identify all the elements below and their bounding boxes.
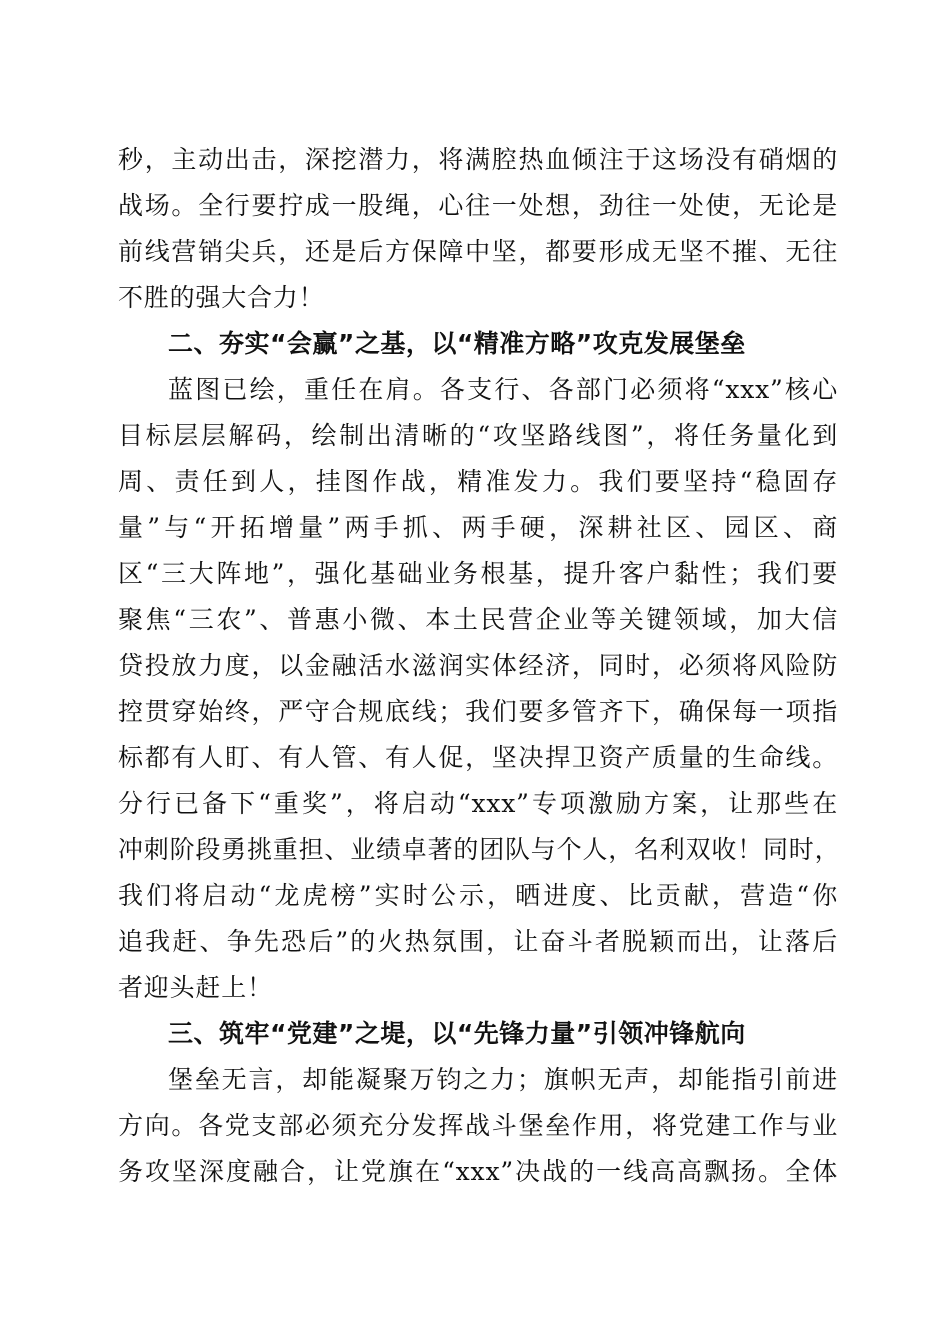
text-line: 周、责任到人，挂图作战，精准发力。我们要坚持“稳固存 (118, 467, 838, 496)
text-line: 目标层层解码，绘制出清晰的“攻坚路线图”，将任务量化到 (118, 421, 838, 450)
text-line: 战场。全行要拧成一股绳，心往一处想，劲往一处使，无论是 (118, 191, 838, 220)
section-heading-3: 三、筑牢“党建”之堤，以“先锋力量”引领冲锋航向 (168, 1019, 746, 1048)
text-line: 贷投放力度，以金融活水滋润实体经济，同时，必须将风险防 (118, 651, 838, 680)
text-line: 标都有人盯、有人管、有人促，坚决捍卫资产质量的生命线。 (118, 743, 838, 772)
text-line: 方向。各党支部必须充分发挥战斗堡垒作用，将党建工作与业 (118, 1111, 838, 1140)
paragraph-first-line: 堡垒无言，却能凝聚万钧之力；旗帜无声，却能指引前进 (168, 1065, 838, 1094)
paragraph-first-line: 蓝图已绘，重任在肩。各支行、各部门必须将“xxx”核心 (168, 375, 838, 404)
text-line: 区“三大阵地”，强化基础业务根基，提升客户黏性；我们要 (118, 559, 838, 588)
text-line: 控贯穿始终，严守合规底线；我们要多管齐下，确保每一项指 (118, 697, 838, 726)
text-line: 追我赶、争先恐后”的火热氛围，让奋斗者脱颖而出，让落后 (118, 927, 838, 956)
text-line: 不胜的强大合力！ (118, 283, 325, 312)
text-line: 者迎头赶上！ (118, 973, 273, 1002)
text-line: 冲刺阶段勇挑重担、业绩卓著的团队与个人，名利双收！同时， (118, 835, 841, 864)
text-line: 聚焦“三农”、普惠小微、本土民营企业等关键领域，加大信 (118, 605, 838, 634)
text-line: 我们将启动“龙虎榜”实时公示，晒进度、比贡献，营造“你 (118, 881, 838, 910)
section-heading-2: 二、夯实“会赢”之基，以“精准方略”攻克发展堡垒 (168, 329, 746, 358)
text-line: 量”与“开拓增量”两手抓、两手硬，深耕社区、园区、商 (118, 513, 838, 542)
text-line: 务攻坚深度融合，让党旗在“xxx”决战的一线高高飘扬。全体 (118, 1157, 838, 1186)
text-line: 前线营销尖兵，还是后方保障中坚，都要形成无坚不摧、无往 (118, 237, 838, 266)
text-line: 分行已备下“重奖”，将启动“xxx”专项激励方案，让那些在 (118, 789, 838, 818)
text-line: 秒，主动出击，深挖潜力，将满腔热血倾注于这场没有硝烟的 (118, 145, 838, 174)
